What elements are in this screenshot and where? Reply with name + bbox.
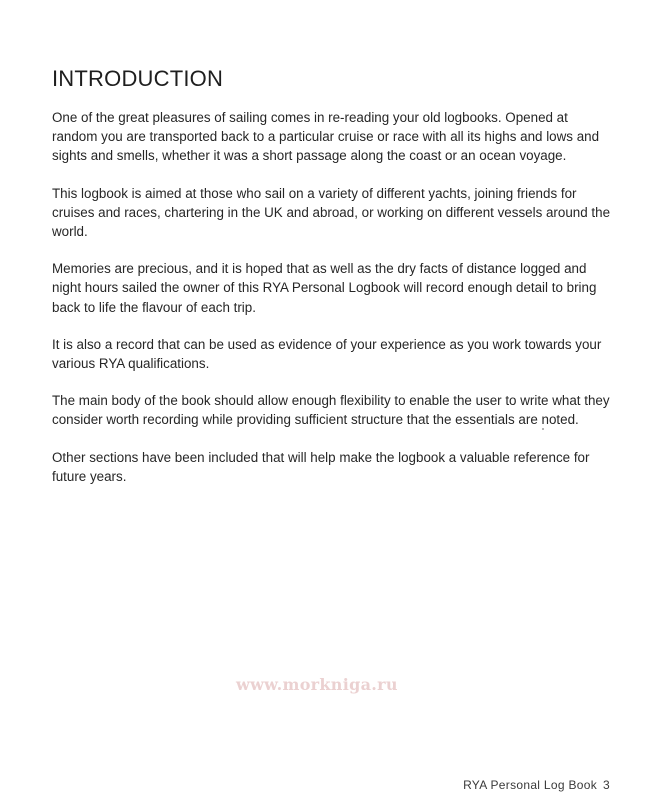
paragraph-2: This logbook is aimed at those who sail on a variety of different yachts, joining friends for cruises and races, chartering in the UK and abroad, or working on different vessels around the world. [52,185,611,240]
paragraph-1: One of the great pleasures of sailing comes in re-reading your old logbooks. Opened at random you are transported back to a particular cruise or race with all its highs and lows and sights and smells, whether it was a short passage along the coast or an ocean voyage. [52,110,600,164]
page-number: 3 [603,778,610,792]
paragraph-3: Memories are precious, and it is hoped that as well as the dry facts of distance logged and night hours sailed the owner of this RYA Personal Logbook will record enough detail to bring back to life the flavour of each trip. [52,261,597,315]
page-footer [463,778,610,792]
body-text [52,108,612,504]
watermark: www.morkniga.ru [236,675,398,694]
scan-speck [542,428,544,430]
page-title: INTRODUCTION [52,66,224,91]
paragraph-5: The main body of the book should allow enough flexibility to enable the user to write what they consider worth recording while providing sufficient structure that the essentials are noted. [52,393,610,428]
paragraph-4: It is also a record that can be used as evidence of your experience as you work towards your various RYA qualifications. [52,336,602,372]
footer-book-title: RYA Personal Log Book [463,778,598,792]
paragraph-6: Other sections have been included that will help make the logbook a valuable reference for future years. [52,449,590,484]
